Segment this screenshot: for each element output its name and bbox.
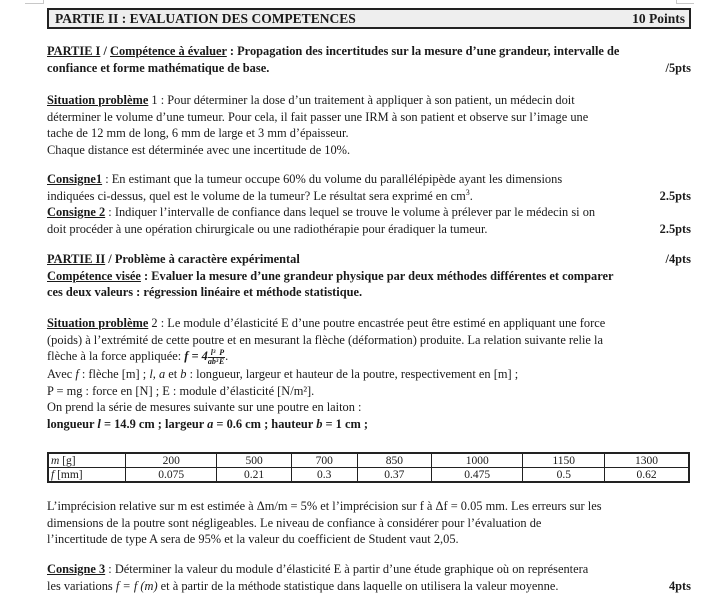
fraction-denominator: E bbox=[219, 356, 225, 366]
situation2-block bbox=[47, 315, 691, 432]
consigne3-line1: : Déterminer la valeur du module d’élasticité E à partir d’une étude graphique où on représentera bbox=[105, 562, 589, 576]
situation1-number: 1 bbox=[148, 93, 158, 107]
precision-block bbox=[47, 498, 691, 548]
separator: / bbox=[100, 44, 111, 58]
table-cell: 1150 bbox=[523, 453, 605, 468]
period: . bbox=[225, 349, 229, 363]
var-b: b bbox=[180, 367, 187, 381]
table-cell: 0.37 bbox=[357, 468, 431, 483]
avec-line bbox=[47, 366, 691, 383]
table-cell: 500 bbox=[217, 453, 291, 468]
text: : flèche [m] ; bbox=[78, 367, 150, 381]
situation2-line3: flèche à la force appliquée: bbox=[47, 349, 185, 363]
precision-line2: dimensions de la poutre sont négligeables. Le niveau de confiance à considérer pour l’évaluation de bbox=[47, 515, 542, 530]
consigne2-line1: : Indiquer l’intervalle de confiance dans lequel se trouve le volume à prélever par le médecin si on bbox=[105, 205, 596, 219]
consigne2-label: Consigne 2 bbox=[47, 205, 106, 219]
consignes-block bbox=[47, 171, 691, 237]
unit: [g] bbox=[59, 454, 76, 467]
situation1-label: Situation problème bbox=[47, 93, 149, 107]
consigne3-points: 4pts bbox=[668, 578, 691, 593]
var-m: m bbox=[51, 454, 60, 467]
table-cell: 850 bbox=[357, 453, 431, 468]
text: = 1 cm ; bbox=[322, 416, 368, 431]
precision-line1: L’imprécision relative sur m est estimée à Δm/m = 5% et l’imprécision sur f à Δf = 0.05 mm. Les erreurs sur les bbox=[47, 499, 602, 513]
competence-label: Compétence à évaluer bbox=[110, 44, 227, 58]
situation1-line3: tache de 12 mm de long, 6 mm de large et 3 mm d’épaisseur. bbox=[47, 126, 349, 140]
situation2-line2: (poids) à l’extrémité de cette poutre et en mesurant la flèche (déformation) produite. La relation suivante relie la bbox=[47, 332, 603, 347]
partie2-text: / Problème à caractère expérimental bbox=[105, 252, 300, 266]
section-header bbox=[47, 8, 691, 29]
period: . bbox=[469, 188, 473, 203]
situation2-label: Situation problème bbox=[47, 316, 149, 330]
section-title: PARTIE II : EVALUATION DES COMPETENCES bbox=[55, 10, 356, 26]
partie1-label: PARTIE I bbox=[47, 44, 101, 58]
equation: f = f (m) bbox=[115, 578, 158, 593]
row-header-m bbox=[48, 453, 126, 468]
table-cell: 0.075 bbox=[126, 468, 217, 483]
table-row-m bbox=[48, 453, 689, 468]
situation1-block bbox=[47, 92, 691, 158]
var-b: b bbox=[316, 416, 323, 431]
competence-visee-text: : Evaluer la mesure d’une grandeur physique par deux méthodes différentes et comparer bbox=[140, 268, 614, 283]
mesures-line: On prend la série de mesures suivante sur une poutre en laiton : bbox=[47, 400, 362, 414]
consigne3-line2: et à partir de la méthode statistique dans laquelle on utilisera la valeur moyenne. bbox=[157, 578, 559, 593]
fraction-numerator: l³ bbox=[208, 349, 218, 358]
consigne1-label: Consigne1 bbox=[47, 172, 103, 186]
row-header-f bbox=[48, 468, 126, 483]
competence-text: : Propagation des incertitudes sur la mesure d’une grandeur, intervalle de bbox=[226, 44, 620, 58]
formula-fraction-1 bbox=[208, 349, 218, 366]
partie2-label: PARTIE II bbox=[47, 252, 106, 266]
var-l: l bbox=[97, 416, 101, 431]
text: : longueur, largeur et hauteur de la poutre, respectivement en [m] ; bbox=[186, 367, 519, 381]
section-points: 10 Points bbox=[632, 10, 685, 26]
text: = 0.6 cm ; hauteur bbox=[213, 416, 317, 431]
table-cell: 1000 bbox=[432, 453, 523, 468]
measurements-table-wrap bbox=[47, 452, 691, 483]
text: = 14.9 cm ; largeur bbox=[100, 416, 208, 431]
exponent: 3 bbox=[465, 187, 470, 197]
consigne2-line2: doit procéder à une opération chirurgicale ou une radiothérapie pour éradiquer la tumeur. bbox=[47, 221, 488, 236]
situation2-number: 2 bbox=[148, 316, 158, 330]
partie2-block bbox=[47, 251, 691, 301]
formula-lhs: f = 4 bbox=[184, 349, 208, 363]
consigne1-line1: : En estimant que la tumeur occupe 60% du volume du parallélépipède ayant les dimensions bbox=[102, 172, 563, 186]
measurements-table bbox=[47, 452, 690, 483]
document-page bbox=[47, 8, 691, 593]
table-cell: 0.3 bbox=[291, 468, 357, 483]
precision-line3: l’incertitude de type A sera de 95% et la valeur du coefficient de Student vaut 2,05. bbox=[47, 532, 459, 546]
dimensions-line bbox=[47, 416, 691, 433]
consigne3-label: Consigne 3 bbox=[47, 562, 106, 576]
consigne1-points: 2.5pts bbox=[659, 188, 691, 203]
competence-text-2: confiance et forme mathématique de base. bbox=[47, 60, 270, 75]
page-corner-mark-right bbox=[676, 0, 694, 4]
table-cell: 0.5 bbox=[523, 468, 605, 483]
table-row-f bbox=[48, 468, 689, 483]
text: et bbox=[165, 367, 181, 381]
text: Avec bbox=[47, 367, 76, 381]
consigne1-line2: indiquées ci-dessus, quel est le volume de la tumeur? Le résultat sera exprimé en cm bbox=[47, 188, 466, 203]
consigne3-block bbox=[47, 561, 691, 594]
table-cell: 0.475 bbox=[432, 468, 523, 483]
situation1-line1: : Pour déterminer la dose d’un traitement à appliquer à son patient, un médecin doit bbox=[157, 93, 575, 107]
force-line: P = mg : force en [N] ; E : module d’élasticité [N/m²]. bbox=[47, 383, 315, 398]
situation1-line2: déterminer le volume d’une tumeur. Pour cela, il fait passer une IRM à son patient et observe sur l’image une bbox=[47, 109, 589, 124]
text: les variations bbox=[47, 578, 116, 593]
situation2-line1: : Le module d’élasticité E d’une poutre encastrée peut être estimé en appliquant une force bbox=[157, 316, 606, 330]
competence-visee-text-2: ces deux valeurs : régression linéaire et méthode statistique. bbox=[47, 285, 363, 299]
partie1-points: /5pts bbox=[665, 60, 691, 75]
var-a: a bbox=[207, 416, 214, 431]
competence-visee-label: Compétence visée bbox=[47, 268, 141, 283]
consigne2-points: 2.5pts bbox=[659, 221, 691, 236]
partie2-points: /4pts bbox=[665, 252, 691, 266]
var-f: f bbox=[75, 367, 79, 381]
page-corner-mark-left bbox=[25, 0, 44, 4]
table-cell: 200 bbox=[126, 453, 217, 468]
partie1-block bbox=[47, 43, 691, 76]
table-cell: 0.62 bbox=[605, 468, 689, 483]
var-f: f bbox=[51, 468, 55, 481]
table-cell: 1300 bbox=[605, 453, 689, 468]
fraction-numerator: P bbox=[219, 347, 225, 357]
situation1-line4: Chaque distance est déterminée avec une incertitude de 10%. bbox=[47, 142, 351, 157]
table-cell: 0.21 bbox=[217, 468, 291, 483]
text: longueur bbox=[47, 416, 98, 431]
fraction-denominator: ab³ bbox=[207, 356, 219, 366]
unit: [mm] bbox=[54, 468, 83, 481]
table-cell: 700 bbox=[291, 453, 357, 468]
var-l-a: l, a bbox=[149, 367, 166, 381]
